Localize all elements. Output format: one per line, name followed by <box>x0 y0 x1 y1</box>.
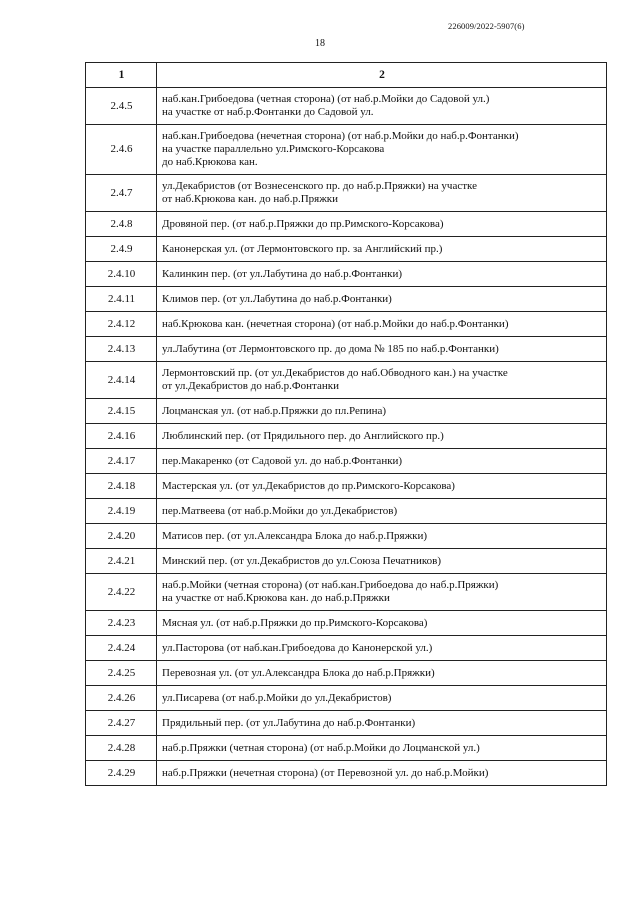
table-row <box>86 287 607 312</box>
table-row <box>86 474 607 499</box>
item-number: 2.4.29 <box>86 761 157 786</box>
registry-table <box>85 62 607 786</box>
description-line: от ул.Декабристов до наб.р.Фонтанки <box>162 380 339 392</box>
item-number: 2.4.10 <box>86 262 157 287</box>
street-description <box>157 399 607 424</box>
description-line: наб.кан.Грибоедова (нечетная сторона) (от наб.р.Мойки до наб.р.Фонтанки) <box>162 130 519 142</box>
street-description <box>157 212 607 237</box>
item-number: 2.4.28 <box>86 736 157 761</box>
item-number: 2.4.17 <box>86 449 157 474</box>
item-number: 2.4.9 <box>86 237 157 262</box>
description-line: наб.р.Пряжки (четная сторона) (от наб.р.Мойки до Лоцманской ул.) <box>162 741 480 754</box>
street-description <box>157 362 607 399</box>
description-line: Лермонтовский пр. (от ул.Декабристов до наб.Обводного кан.) на участке <box>162 367 508 379</box>
table-row <box>86 499 607 524</box>
description-line: на участке от наб.р.Фонтанки до Садовой ул. <box>162 106 374 118</box>
item-number: 2.4.26 <box>86 686 157 711</box>
description-line: Люблинский пер. (от Прядильного пер. до Английского пр.) <box>162 429 444 442</box>
street-description <box>157 711 607 736</box>
description-line: Климов пер. (от ул.Лабутина до наб.р.Фонтанки) <box>162 292 392 305</box>
street-description <box>157 736 607 761</box>
table-row <box>86 736 607 761</box>
table-row <box>86 661 607 686</box>
street-description <box>157 549 607 574</box>
table-row <box>86 362 607 399</box>
street-description <box>157 686 607 711</box>
table-row <box>86 636 607 661</box>
description-line: на участке параллельно ул.Римского-Корсакова <box>162 143 385 155</box>
street-description <box>157 175 607 212</box>
description-line: Лоцманская ул. (от наб.р.Пряжки до пл.Репина) <box>162 404 387 417</box>
description-line: Мастерская ул. (от ул.Декабристов до пр.Римского-Корсакова) <box>162 479 455 492</box>
item-number: 2.4.13 <box>86 337 157 362</box>
description-line: Мясная ул. (от наб.р.Пряжки до пр.Римского-Корсакова) <box>162 616 428 629</box>
page-number: 18 <box>315 38 325 49</box>
item-number: 2.4.12 <box>86 312 157 337</box>
item-number: 2.4.18 <box>86 474 157 499</box>
column-header-1: 1 <box>86 63 157 88</box>
street-description <box>157 761 607 786</box>
street-description <box>157 424 607 449</box>
table-row <box>86 611 607 636</box>
street-description <box>157 524 607 549</box>
table-row <box>86 262 607 287</box>
street-description <box>157 337 607 362</box>
table-row <box>86 761 607 786</box>
item-number: 2.4.14 <box>86 362 157 399</box>
item-number: 2.4.24 <box>86 636 157 661</box>
table-row <box>86 337 607 362</box>
street-description <box>157 312 607 337</box>
table-row <box>86 88 607 125</box>
description-line: наб.кан.Грибоедова (четная сторона) (от наб.р.Мойки до Садовой ул.) <box>162 93 490 105</box>
item-number: 2.4.6 <box>86 125 157 175</box>
description-line: Минский пер. (от ул.Декабристов до ул.Союза Печатников) <box>162 554 441 567</box>
item-number: 2.4.16 <box>86 424 157 449</box>
document-number: 226009/2022-5907(6) <box>448 21 525 31</box>
street-description <box>157 661 607 686</box>
description-line: наб.Крюкова кан. (нечетная сторона) (от наб.р.Мойки до наб.р.Фонтанки) <box>162 317 509 330</box>
description-line: ул.Пасторова (от наб.кан.Грибоедова до Канонерской ул.) <box>162 641 433 654</box>
description-line: пер.Макаренко (от Садовой ул. до наб.р.Фонтанки) <box>162 454 403 467</box>
item-number: 2.4.23 <box>86 611 157 636</box>
table-row <box>86 711 607 736</box>
description-line: наб.р.Мойки (четная сторона) (от наб.кан.Грибоедова до наб.р.Пряжки) <box>162 579 499 591</box>
street-description <box>157 449 607 474</box>
table-row <box>86 449 607 474</box>
street-description <box>157 237 607 262</box>
description-line: ул.Лабутина (от Лермонтовского пр. до дома № 185 по наб.р.Фонтанки) <box>162 342 499 355</box>
description-line: Калинкин пер. (от ул.Лабутина до наб.р.Фонтанки) <box>162 267 403 280</box>
item-number: 2.4.25 <box>86 661 157 686</box>
item-number: 2.4.21 <box>86 549 157 574</box>
column-header-2: 2 <box>157 63 607 88</box>
street-description <box>157 287 607 312</box>
item-number: 2.4.20 <box>86 524 157 549</box>
table-row <box>86 237 607 262</box>
street-description <box>157 636 607 661</box>
table-row <box>86 524 607 549</box>
description-line: наб.р.Пряжки (нечетная сторона) (от Перевозной ул. до наб.р.Мойки) <box>162 766 489 779</box>
description-line: Канонерская ул. (от Лермонтовского пр. за Английский пр.) <box>162 242 443 255</box>
item-number: 2.4.27 <box>86 711 157 736</box>
description-line: ул.Писарева (от наб.р.Мойки до ул.Декабристов) <box>162 691 392 704</box>
description-line: Матисов пер. (от ул.Александра Блока до наб.р.Пряжки) <box>162 529 428 542</box>
table-row <box>86 212 607 237</box>
item-number: 2.4.8 <box>86 212 157 237</box>
street-description <box>157 88 607 125</box>
table-row <box>86 399 607 424</box>
street-description <box>157 125 607 175</box>
table-row <box>86 424 607 449</box>
table-row <box>86 175 607 212</box>
street-description <box>157 611 607 636</box>
description-line: Перевозная ул. (от ул.Александра Блока до наб.р.Пряжки) <box>162 666 435 679</box>
table-row <box>86 686 607 711</box>
description-line: Дровяной пер. (от наб.р.Пряжки до пр.Римского-Корсакова) <box>162 217 444 230</box>
table-row <box>86 549 607 574</box>
item-number: 2.4.11 <box>86 287 157 312</box>
description-line: от наб.Крюкова кан. до наб.р.Пряжки <box>162 193 339 205</box>
item-number: 2.4.22 <box>86 574 157 611</box>
description-line: до наб.Крюкова кан. <box>162 156 258 168</box>
street-description <box>157 474 607 499</box>
description-line: пер.Матвеева (от наб.р.Мойки до ул.Декабристов) <box>162 504 398 517</box>
item-number: 2.4.15 <box>86 399 157 424</box>
description-line: Прядильный пер. (от ул.Лабутина до наб.р.Фонтанки) <box>162 716 416 729</box>
description-line: ул.Декабристов (от Вознесенского пр. до наб.р.Пряжки) на участке <box>162 180 477 192</box>
table-row <box>86 574 607 611</box>
item-number: 2.4.7 <box>86 175 157 212</box>
table-row <box>86 125 607 175</box>
table-header-row <box>86 63 607 88</box>
table-row <box>86 312 607 337</box>
item-number: 2.4.19 <box>86 499 157 524</box>
description-line: на участке от наб.Крюкова кан. до наб.р.Пряжки <box>162 592 390 604</box>
street-description <box>157 262 607 287</box>
street-description <box>157 574 607 611</box>
street-description <box>157 499 607 524</box>
item-number: 2.4.5 <box>86 88 157 125</box>
table-body <box>86 88 607 786</box>
